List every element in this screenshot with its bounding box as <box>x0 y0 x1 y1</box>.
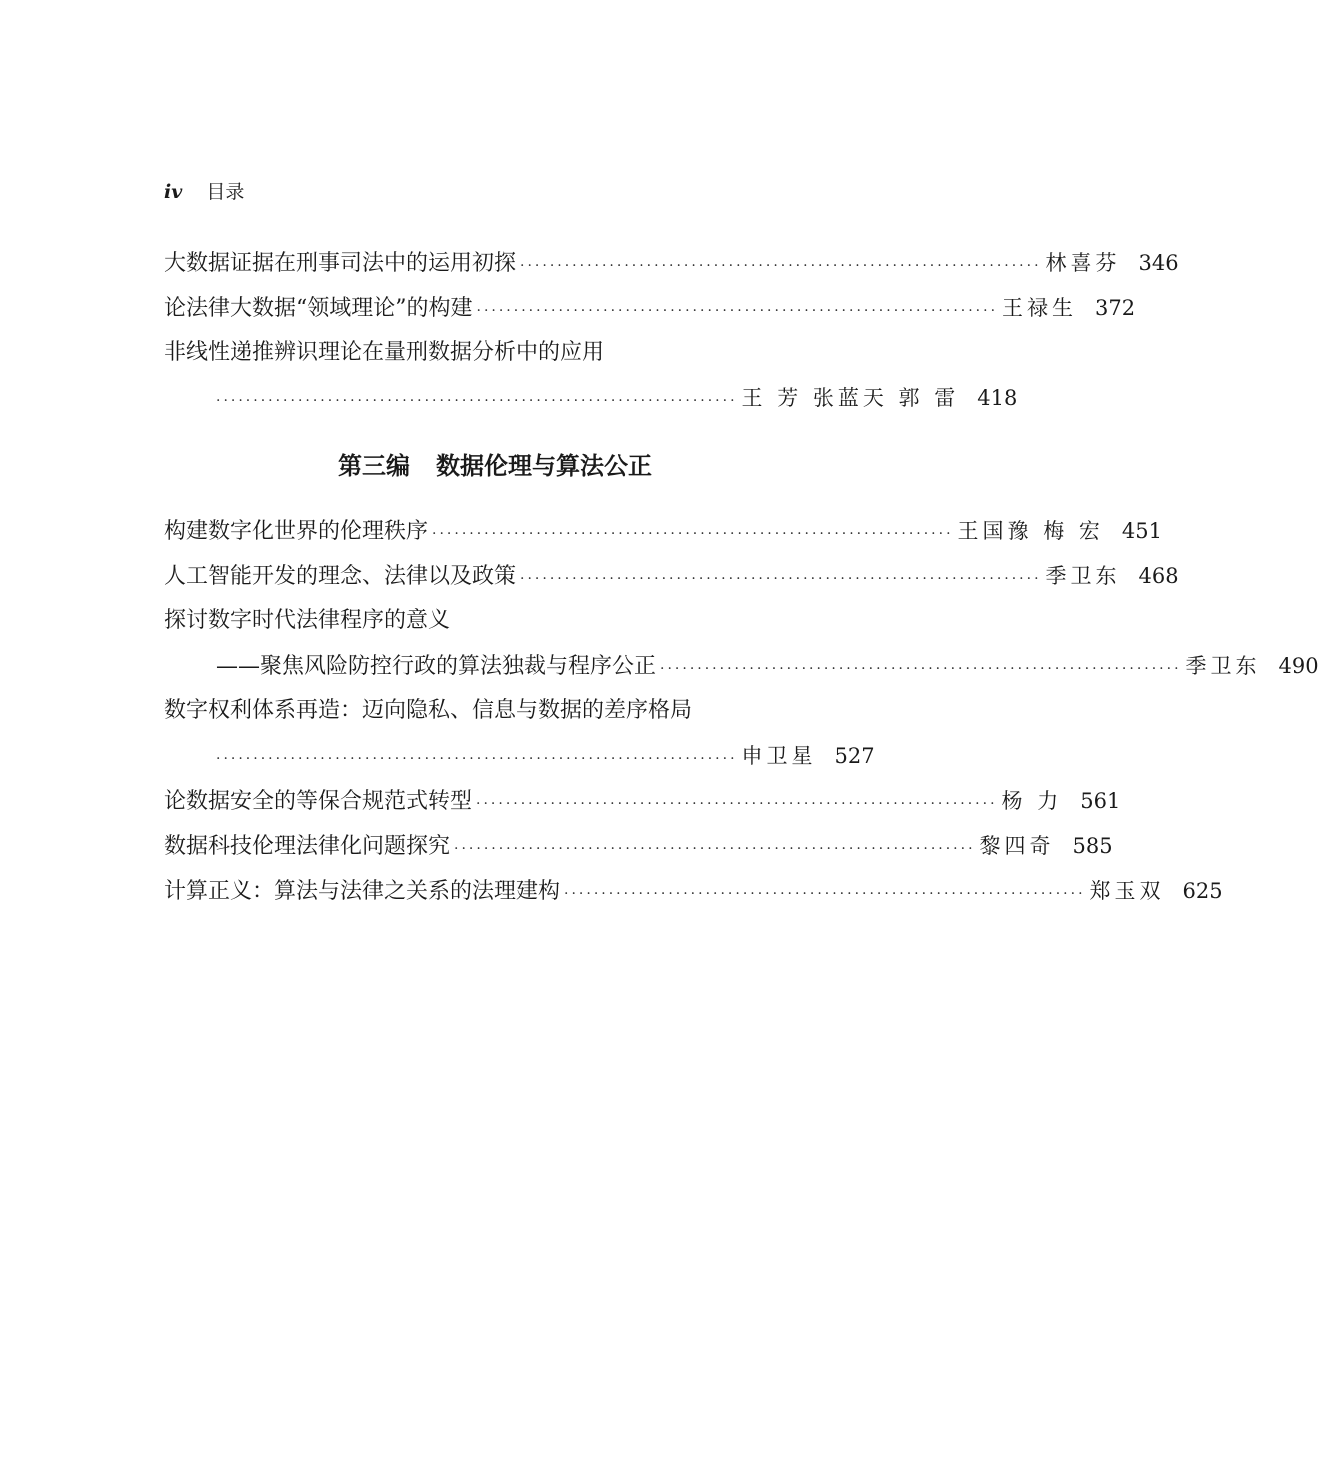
part-heading <box>164 448 826 484</box>
toc-entry-author: 季卫东 <box>1045 564 1121 588</box>
running-head-title: 目录 <box>206 181 245 203</box>
toc-entry-title: 人工智能开发的理念、法律以及政策 <box>164 564 517 589</box>
dot-leader: ······································································ <box>432 526 954 542</box>
toc-entry[interactable] <box>164 874 1223 908</box>
toc-entry[interactable] <box>164 604 826 638</box>
page-number-roman: iv <box>164 181 183 203</box>
toc-entry-page: 561 <box>1080 789 1121 813</box>
toc-entry-author: 季卫东 <box>1185 654 1261 678</box>
dot-leader: ······································································ <box>476 796 998 812</box>
toc-entry-author: 林喜芬 <box>1045 251 1121 275</box>
toc-entry-title: 非线性递推辨识理论在量刑数据分析中的应用 <box>164 340 605 365</box>
dot-leader: ······································································ <box>216 393 738 409</box>
toc-entry-title: 数据科技伦理法律化问题探究 <box>164 834 451 859</box>
dot-leader: ······································································ <box>520 571 1042 587</box>
toc-entry-title: 论法律大数据“领域理论”的构建 <box>164 296 473 321</box>
toc-entry-page: 490 <box>1278 654 1319 678</box>
toc-entry[interactable] <box>164 829 1113 863</box>
toc-entry-continuation[interactable] <box>216 649 1319 683</box>
toc-entry-title: 构建数字化世界的伦理秩序 <box>164 519 429 544</box>
part-number: 第三编 <box>338 452 410 480</box>
toc-entry[interactable] <box>164 784 1121 818</box>
toc-entry-author: 杨 力 <box>1001 789 1063 813</box>
toc-entry-page: 625 <box>1182 879 1223 903</box>
toc-entry[interactable] <box>164 246 1179 280</box>
toc-entry-subtitle: ——聚焦风险防控行政的算法独裁与程序公正 <box>216 654 657 679</box>
dot-leader: ······································································ <box>216 751 738 767</box>
toc-entry-author: 王 芳 张蓝天 郭 雷 <box>741 386 960 410</box>
toc-entry-author: 王国豫 梅 宏 <box>957 519 1104 543</box>
toc-entry[interactable] <box>164 336 826 370</box>
toc-entry-page: 585 <box>1072 834 1113 858</box>
part-title: 数据伦理与算法公正 <box>436 452 652 480</box>
dot-leader: ······································································ <box>660 661 1182 677</box>
toc-entry-title: 计算正义：算法与法律之关系的法理建构 <box>164 879 561 904</box>
toc-entry-page: 451 <box>1121 519 1162 543</box>
toc-entry-title: 探讨数字时代法律程序的意义 <box>164 608 451 633</box>
toc-entry[interactable] <box>164 514 1162 548</box>
toc-entry-title: 大数据证据在刑事司法中的运用初探 <box>164 251 517 276</box>
dot-leader: ······································································ <box>476 303 999 319</box>
toc-entry[interactable] <box>164 694 826 728</box>
toc-entry-title: 论数据安全的等保合规范式转型 <box>164 789 473 814</box>
toc-entry-author: 申卫星 <box>741 744 817 768</box>
dot-leader: ······································································ <box>520 258 1042 274</box>
toc-entry-page: 468 <box>1138 564 1179 588</box>
dot-leader: ······································································ <box>454 841 976 857</box>
toc-entry-title: 数字权利体系再造：迈向隐私、信息与数据的差序格局 <box>164 698 693 723</box>
toc-entry-page: 346 <box>1138 251 1179 275</box>
toc-entry-author: 王禄生 <box>1002 296 1078 320</box>
toc-entry-author: 黎四奇 <box>979 834 1055 858</box>
dot-leader: ······································································ <box>564 886 1086 902</box>
toc-entry-author: 郑玉双 <box>1089 879 1165 903</box>
toc-entry-continuation[interactable] <box>216 381 1018 415</box>
toc-entry[interactable] <box>164 291 1136 325</box>
toc-entry-page: 372 <box>1095 296 1136 320</box>
running-head <box>164 178 244 206</box>
toc-entry-continuation[interactable] <box>216 739 875 773</box>
toc-entry-page: 527 <box>834 744 875 768</box>
toc-entry-page: 418 <box>977 386 1018 410</box>
toc-entry[interactable] <box>164 559 1179 593</box>
